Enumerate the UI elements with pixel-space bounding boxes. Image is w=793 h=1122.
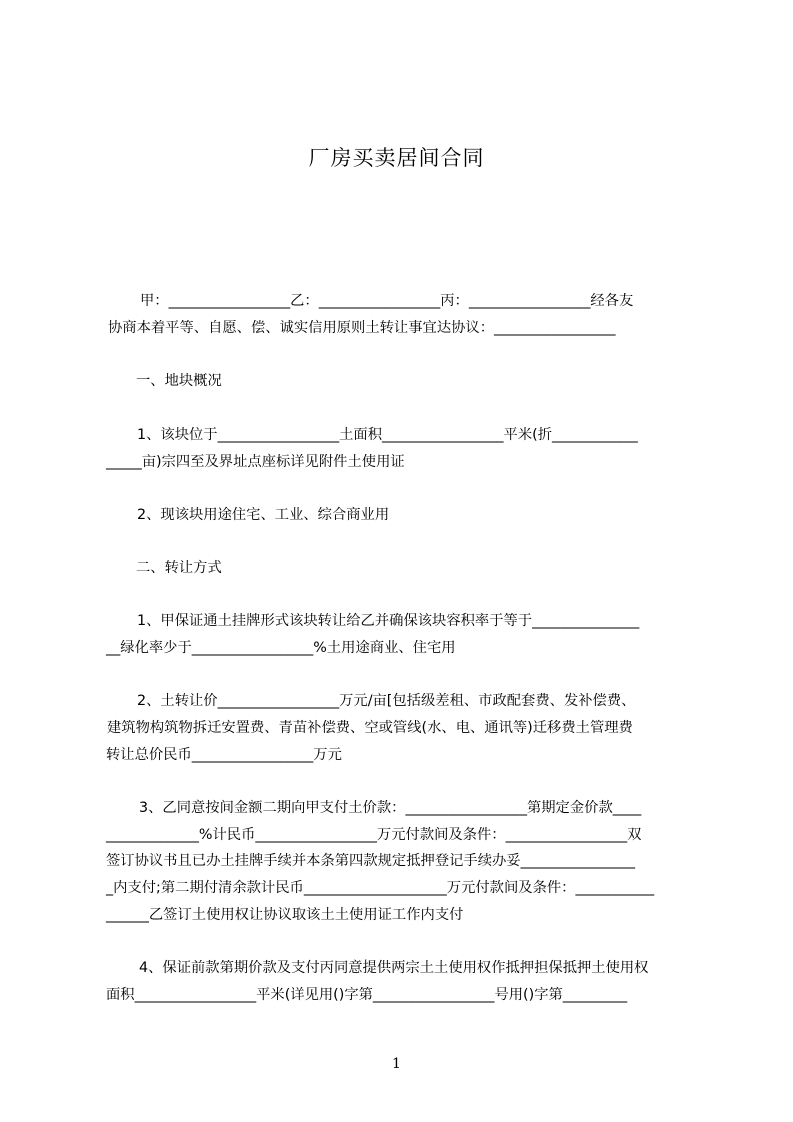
section-heading: 二、转让方式 xyxy=(136,560,222,576)
paragraph-line: 面积_________________平米(详见用()字第_________________号用()字第_________ xyxy=(106,987,628,1003)
document-title: 厂房买卖居间合同 xyxy=(308,146,485,170)
paragraph-line: __绿化率少于_________________%土用途商业、住宅用 xyxy=(106,640,456,656)
paragraph-line: ______乙签订土使用权让协议取该土土使用证工作内支付 xyxy=(106,907,464,923)
paragraph-line: 3、乙同意按间金额二期向甲支付土价款：_________________第期定金价款____ xyxy=(139,800,642,816)
paragraph-line: 1、甲保证通土挂牌形式该块转让给乙并确保该块容积率于等于_______________ xyxy=(137,613,640,629)
paragraph-line: 2、现该块用途住宅、工业、综合商业用 xyxy=(137,507,390,523)
section-heading: 一、地块概况 xyxy=(136,373,222,389)
paragraph-line: 转让总价民币_________________万元 xyxy=(106,747,342,763)
paragraph-line: 2、土转让价_________________万元/亩[包括级差租、市政配套费、发补偿费、 xyxy=(137,693,636,709)
paragraph-line: 甲：_________________乙：_________________丙：_________________经各友 xyxy=(140,293,634,309)
paragraph-line: 签订协议书且已办土挂牌手续并本条第四款规定抵押登记手续办妥________________ xyxy=(106,853,635,869)
paragraph-line: 协商本着平等、自愿、偿、诚实信用原则土转让事宜达协议：_________________ xyxy=(108,320,616,336)
paragraph-line: 4、保证前款第期价款及支付丙同意提供两宗土土使用权作抵押担保抵押土使用权 xyxy=(139,960,649,976)
paragraph-line: 1、该块位于_________________土面积_________________平米(折____________ xyxy=(137,427,638,443)
paragraph-line: 建筑物构筑物拆迁安置费、青苗补偿费、空或管线(水、电、通讯等)迁移费土管理费 xyxy=(107,720,633,736)
paragraph-line: _____亩)宗四至及界址点座标详见附件土使用证 xyxy=(106,454,405,470)
paragraph-line: _____________%计民币_________________万元付款间及条件：_________________双 xyxy=(106,827,642,843)
page-number: 1 xyxy=(392,1056,401,1072)
paragraph-line: _内支付;第二期付清余款计民币____________________万元付款间及条件：___________ xyxy=(106,880,655,896)
